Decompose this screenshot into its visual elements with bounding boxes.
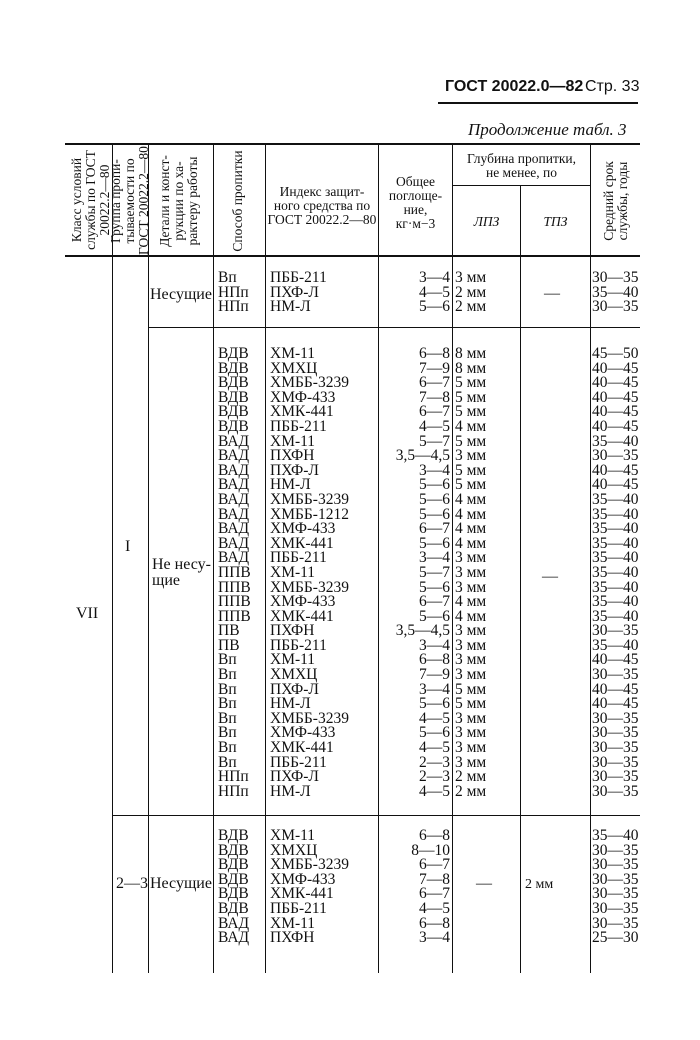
service-life-cell: 30—35 [592,298,639,316]
method-list-section-3 [218,829,249,946]
index-cell: ХМФ-433 [270,593,336,611]
index-cell: ПХФ-Л [270,283,319,301]
uptake-cell: 5—6 [419,534,450,552]
service-life-cell: 35—40 [592,549,639,567]
method-cell: ВАД [218,549,250,567]
method-cell: ПВ [218,622,240,640]
lpz-cell: 5 мм [455,461,487,479]
lpz-cell: 4 мм [455,607,487,625]
page-number: Стр. 33 [585,78,640,95]
uptake-cell: 5—6 [419,505,450,523]
index-cell: ХМББ-3239 [270,374,349,392]
lpz-cell: 3 мм [455,709,487,727]
lpz-cell: 3 мм [455,269,487,286]
index-cell: ХМК-441 [270,739,334,757]
method-cell: Вп [218,680,237,698]
header-service-life: Средний срок службы, годы [601,161,630,241]
lpz-cell: 4 мм [455,417,487,435]
method-cell: Вп [218,666,237,684]
method-cell: Вп [218,651,237,669]
uptake-cell: 7—8 [419,870,450,888]
tpz-cell-section-1: — [544,285,560,302]
index-cell: ХМ-11 [270,827,316,844]
service-life-cell: 35—40 [592,563,639,581]
uptake-cell: 5—6 [419,724,450,742]
service-life-cell: 30—35 [592,709,639,727]
uptake-cell: 6—7 [419,520,450,538]
lpz-cell: 8 мм [455,359,487,377]
index-cell: ХМХЦ [270,841,318,859]
service-life-cell: 40—45 [592,359,639,377]
service-life-cell: 35—40 [592,534,639,552]
index-cell: ХМК-441 [270,534,334,552]
service-life-cell: 30—35 [592,269,639,286]
index-cell: ХМФ-433 [270,870,336,888]
method-cell: ВАД [218,461,250,479]
index-cell: НМ-Л [270,298,311,316]
index-cell: ПББ-211 [270,417,327,435]
lpz-cell: 3 мм [455,563,487,581]
service-life-cell: 30—35 [592,666,639,684]
index-cell: ХМББ-3239 [270,709,349,727]
service-life-cell: 40—45 [592,680,639,698]
service-life-cell: 35—40 [592,283,639,301]
header-impregnability-group: Группа пропи- тываемости по ГОСТ 20022.2—80 [108,146,151,255]
index-cell: ПХФН [270,929,315,947]
index-cell: ХМ-11 [270,563,316,581]
group-cell-2-3: 2—3 [116,875,148,892]
method-cell: Вп [218,753,237,771]
lpz-cell: 5 мм [455,403,487,421]
method-cell: НПп [218,298,249,316]
header-tpz: ТПЗ [543,214,568,229]
index-list-section-3 [270,829,349,946]
uptake-cell: 6—8 [419,827,450,844]
service-life-cell: 30—35 [592,899,639,917]
index-cell: НМ-Л [270,695,311,713]
method-cell: ВАД [218,432,250,450]
uptake-cell: 3—4 [419,636,450,654]
method-cell: Вп [218,724,237,742]
table-continuation-caption: Продолжение табл. 3 [468,120,627,139]
lpz-cell: 8 мм [455,345,487,362]
lpz-cell: 3 мм [455,666,487,684]
uptake-cell: 3—4 [419,549,450,567]
lpz-cell: 3 мм [455,549,487,567]
index-cell: ХМК-441 [270,607,334,625]
index-cell: ПББ-211 [270,899,327,917]
index-cell: ХМББ-3239 [270,578,349,596]
lpz-cell: 5 мм [455,432,487,450]
uptake-cell: 6—8 [419,914,450,932]
index-cell: ХМХЦ [270,359,318,377]
uptake-cell: 3,5—4,5 [395,447,450,465]
method-cell: ППВ [218,563,251,581]
uptake-list-section-3 [380,829,450,946]
method-cell: ВДВ [218,899,249,917]
uptake-cell: 5—6 [419,476,450,494]
index-cell: ХМФ-433 [270,520,336,538]
service-life-cell: 40—45 [592,651,639,669]
lpz-list-section-2 [455,347,486,799]
method-cell: ВАД [218,929,250,947]
index-cell: ХМК-441 [270,403,334,421]
uptake-cell: 2—3 [419,753,450,771]
index-cell: ХМХЦ [270,666,318,684]
lpz-cell: 5 мм [455,695,487,713]
group-cell-1: I [125,538,131,555]
lpz-cell: 5 мм [455,388,487,406]
index-list-section-1 [270,271,327,315]
method-cell: НПп [218,283,249,301]
lpz-cell: 3 мм [455,724,487,742]
lpz-cell: 2 мм [455,283,487,301]
service-life-cell: 30—35 [592,724,639,742]
method-cell: ВДВ [218,856,249,874]
lpz-cell: 3 мм [455,636,487,654]
service-life-cell: 40—45 [592,417,639,435]
method-cell: ВДВ [218,870,249,888]
uptake-cell: 5—6 [419,490,450,508]
uptake-cell: 6—7 [419,856,450,874]
index-cell: ХМББ-3239 [270,490,349,508]
index-cell: НМ-Л [270,782,311,800]
method-cell: Вп [218,709,237,727]
uptake-cell: 5—6 [419,578,450,596]
service-life-cell: 40—45 [592,374,639,392]
index-cell: ХМК-441 [270,885,334,903]
uptake-cell: 6—7 [419,593,450,611]
service-life-cell: 35—40 [592,827,639,844]
method-cell: НПп [218,782,249,800]
tpz-cell-section-2: — [542,568,558,585]
header-index: Индекс защит- ного средства по ГОСТ 20022.2—80 [267,184,377,227]
uptake-cell: 4—5 [419,417,450,435]
lpz-cell: 4 мм [455,593,487,611]
lpz-cell: 4 мм [455,520,487,538]
document-code: ГОСТ 20022.0—82 [445,78,584,95]
index-cell: ПББ-211 [270,753,327,771]
lpz-cell: 3 мм [455,739,487,757]
life-list-section-2 [592,347,639,799]
lpz-cell: 5 мм [455,374,487,392]
uptake-cell: 7—8 [419,388,450,406]
index-cell: ХМББ-1212 [270,505,349,523]
service-life-cell: 40—45 [592,695,639,713]
method-list-section-1 [218,271,249,315]
method-cell: ВАД [218,505,250,523]
service-life-cell: 30—35 [592,914,639,932]
index-cell: ХМФ-433 [270,388,336,406]
uptake-list-section-1 [380,271,450,315]
service-life-cell: 40—45 [592,388,639,406]
index-cell: НМ-Л [270,476,311,494]
uptake-cell: 7—9 [419,666,450,684]
method-cell: ВАД [218,914,250,932]
lpz-cell: 3 мм [455,578,487,596]
uptake-cell: 3—4 [419,680,450,698]
method-cell: ВАД [218,476,250,494]
lpz-cell: 2 мм [455,298,487,316]
service-life-cell: 35—40 [592,578,639,596]
method-cell: ВАД [218,490,250,508]
uptake-cell: 3—4 [419,461,450,479]
lpz-cell: 5 мм [455,476,487,494]
tpz-cell-section-3: 2 мм [525,877,554,892]
index-cell: ПХФ-Л [270,768,319,786]
header-uptake: Общее поглоще- ние, кг·м−3 [388,174,443,231]
uptake-cell: 6—8 [419,651,450,669]
service-life-cell: 30—35 [592,447,639,465]
service-life-cell: 35—40 [592,432,639,450]
service-life-cell: 30—35 [592,782,639,800]
uptake-cell: 5—6 [419,607,450,625]
service-life-cell: 25—30 [592,929,639,947]
service-life-cell: 30—35 [592,841,639,859]
life-list-section-3 [592,829,639,946]
index-cell: ХМ-11 [270,432,316,450]
uptake-cell: 6—7 [419,374,450,392]
method-cell: ВДВ [218,388,249,406]
lpz-cell-section-3: — [476,875,492,892]
lpz-cell: 4 мм [455,505,487,523]
service-life-cell: 40—45 [592,476,639,494]
lpz-cell: 3 мм [455,753,487,771]
service-life-cell: 30—35 [592,870,639,888]
uptake-cell: 7—9 [419,359,450,377]
header-depth: Глубина пропитки, не менее, по [466,151,576,180]
method-cell: ВДВ [218,841,249,859]
uptake-cell: 5—7 [419,563,450,581]
method-list-section-2 [218,347,251,799]
method-cell: Вп [218,739,237,757]
service-life-cell: 35—40 [592,520,639,538]
header-parts: Детали и конст- рукции по ха- рактеру работы [157,155,200,247]
uptake-list-section-2 [380,347,450,799]
header-lpz: ЛПЗ [473,214,500,229]
method-cell: Вп [218,269,237,286]
service-life-cell: 30—35 [592,753,639,771]
lpz-cell: 5 мм [455,680,487,698]
service-life-cell: 30—35 [592,856,639,874]
method-cell: ВДВ [218,827,249,844]
service-life-cell: 35—40 [592,636,639,654]
service-life-cell: 30—35 [592,622,639,640]
uptake-cell: 6—8 [419,345,450,362]
index-cell: ХМ-11 [270,914,316,932]
service-life-cell: 35—40 [592,593,639,611]
lpz-cell: 3 мм [455,651,487,669]
lpz-cell: 3 мм [455,622,487,640]
method-cell: ППВ [218,578,251,596]
service-life-cell: 35—40 [592,505,639,523]
uptake-cell: 8—10 [411,841,450,859]
method-cell: ВДВ [218,345,249,362]
uptake-cell: 6—7 [419,885,450,903]
lpz-cell: 2 мм [455,768,487,786]
header-service-class: Класс условий службы по ГОСТ 20022.2—80 [69,150,112,250]
index-cell: ХМ-11 [270,345,316,362]
index-list-section-2 [270,347,349,799]
index-cell: ХМ-11 [270,651,316,669]
index-cell: ПХФН [270,622,315,640]
method-cell: ПВ [218,636,240,654]
lpz-cell: 2 мм [455,782,487,800]
uptake-cell: 5—6 [419,298,450,316]
parts-cell-load-bearing: Несущие [150,286,212,303]
life-list-section-1 [592,271,639,315]
parts-cell-load-bearing-2: Несущие [150,875,212,892]
uptake-cell: 4—5 [419,709,450,727]
method-cell: ВДВ [218,359,249,377]
parts-cell-non-load-bearing: Не несу- щие [152,556,211,589]
index-cell: ПББ-211 [270,636,327,654]
index-cell: ХМФ-433 [270,724,336,742]
lpz-cell: 4 мм [455,490,487,508]
method-cell: ВДВ [218,403,249,421]
uptake-cell: 5—7 [419,432,450,450]
uptake-cell: 4—5 [419,899,450,917]
method-cell: НПп [218,768,249,786]
service-life-cell: 30—35 [592,768,639,786]
uptake-cell: 2—3 [419,768,450,786]
index-cell: ПХФ-Л [270,461,319,479]
method-cell: ППВ [218,593,251,611]
method-cell: ВАД [218,520,250,538]
uptake-cell: 4—5 [419,283,450,301]
service-life-cell: 35—40 [592,607,639,625]
service-life-cell: 40—45 [592,461,639,479]
uptake-cell: 5—6 [419,695,450,713]
index-cell: ПББ-211 [270,269,327,286]
service-life-cell: 45—50 [592,345,639,362]
uptake-cell: 6—7 [419,403,450,421]
uptake-cell: 3—4 [419,269,450,286]
index-cell: ХМББ-3239 [270,856,349,874]
header-rule [438,102,638,104]
header-method: Способ пропитки [230,150,245,252]
lpz-cell: 3 мм [455,447,487,465]
service-life-cell: 40—45 [592,403,639,421]
method-cell: ВДВ [218,885,249,903]
index-cell: ПХФН [270,447,315,465]
index-cell: ПХФ-Л [270,680,319,698]
uptake-cell: 3,5—4,5 [395,622,450,640]
service-life-cell: 30—35 [592,885,639,903]
index-cell: ПББ-211 [270,549,327,567]
method-cell: ППВ [218,607,251,625]
method-cell: ВАД [218,534,250,552]
uptake-cell: 3—4 [419,929,450,947]
uptake-cell: 4—5 [419,739,450,757]
service-life-cell: 35—40 [592,490,639,508]
service-class-cell: VII [76,605,99,622]
uptake-cell: 4—5 [419,782,450,800]
lpz-list-section-1 [455,271,486,315]
service-life-cell: 30—35 [592,739,639,757]
method-cell: ВДВ [218,417,249,435]
method-cell: Вп [218,695,237,713]
method-cell: ВДВ [218,374,249,392]
lpz-cell: 4 мм [455,534,487,552]
method-cell: ВАД [218,447,250,465]
